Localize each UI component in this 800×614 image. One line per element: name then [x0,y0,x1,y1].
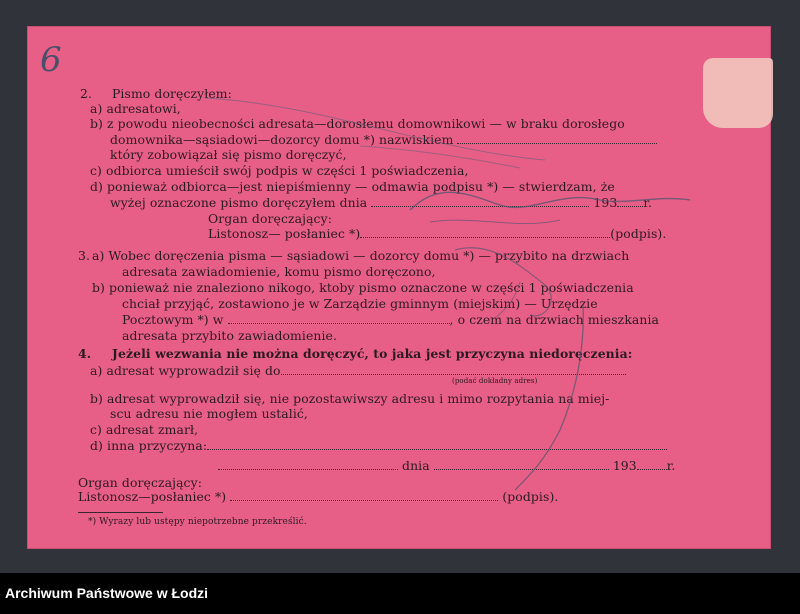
section4-a: a) adresat wyprowadził się do [90,363,281,378]
section4-listonosz: Listonosz—posłaniec *) [78,489,227,504]
section4-a-hint: (podać dokładny adres) [452,377,538,385]
section4-r: r. [666,458,676,473]
section4-year: 193 [612,458,637,473]
section4-podpis: (podpis). [502,489,559,504]
section2-year: 193 [593,195,618,210]
section3-b3b: , o czem na drzwiach mieszkania [449,312,660,327]
section4-b2: scu adresu nie mogłem ustalić, [110,406,308,421]
section4-d: d) inna przyczyna: [90,438,208,453]
section2-organ: Organ doręczający: [208,211,332,226]
section4-heading: Jeżeli wezwania nie można doręczyć, to jaka jest przyczyna niedoręczenia: [112,346,633,361]
section3-a1: a) Wobec doręczenia pisma — sąsiadowi — dozorcy domu *) — przybito na drzwiach [92,248,630,263]
section3-b2: chciał przyjąć, zostawiono je w Zarządzie gminnym (miejskim) — Urzędzie [122,296,598,311]
section2-heading: Pismo doręczyłem: [112,86,232,101]
section3-b1: b) ponieważ nie znaleziono nikogo, ktoby pismo oznaczone w części 1 poświadczenia [92,280,634,295]
section2-b3: który zobowiązał się pismo doręczyć, [110,147,347,162]
section2-d1: d) ponieważ odbiorca—jest niepiśmienny — odmawia podpisu *) — stwierdzam, że [90,179,615,194]
section3-num: 3. [78,248,91,263]
section4-num: 4. [78,346,92,361]
section2-num: 2. [80,86,93,101]
section2-c: c) odbiorca umieścił swój podpis w części 1 poświadczenia, [90,163,469,178]
section2-r: r. [643,195,653,210]
section2-d2a: wyżej oznaczone pismo doręczyłem dnia [110,195,368,210]
archive-label: Archiwum Państwowe w Łodzi [5,585,209,601]
section2-podpis: (podpis). [610,226,667,241]
section4-b1: b) adresat wyprowadził się, nie pozostawiwszy adresu i mimo rozpytania na miej- [90,391,610,406]
handwritten-number: 6 [40,40,62,80]
section2-b2: domownika—sąsiadowi—dozorcy domu *) nazwiskiem [110,132,454,147]
section2-a: a) adresatowi, [90,101,181,116]
section2-b1: b) z powodu nieobecności adresata—dorosłemu domownikowi — w braku dorosłego [90,116,625,131]
archive-footer [0,573,800,614]
section4-c: c) adresat zmarł, [90,422,199,437]
section3-b3a: Pocztowym *) w [122,312,224,327]
section3-a2: adresata zawiadomienie, komu pismo doręczono, [122,264,436,279]
section4-dnia: dnia [402,458,430,473]
footnote: *) Wyrazy lub ustępy niepotrzebne przekreślić. [88,517,307,527]
section4-organ: Organ doręczający: [78,475,202,490]
section2-listonosz: Listonosz— posłaniec *) [208,226,361,241]
section3-b4: adresata przybito zawiadomienie. [122,328,338,343]
